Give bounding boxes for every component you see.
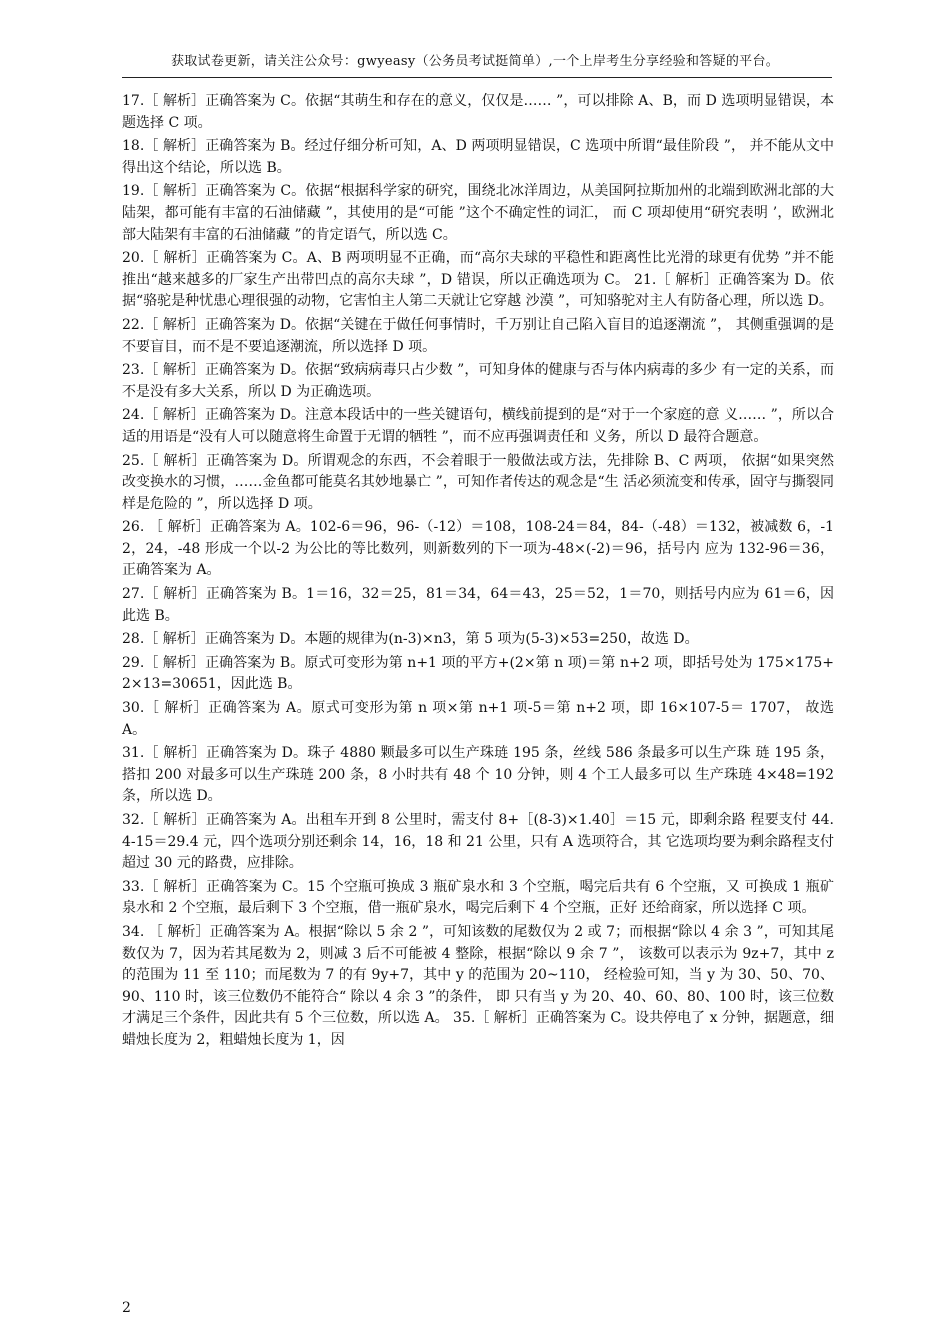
explanation-paragraph: 22.［ 解析］正确答案为 D。依据“关键在于做任何事情时，千万别让自己陷入盲目的追逐潮流 ”， 其侧重强调的是不要盲目，而不是不要追逐潮流，所以选择 D 项。	[122, 316, 834, 355]
explanation-paragraph: 18.［ 解析］正确答案为 B。经过仔细分析可知，A、D 两项明显错误，C 选项中所谓“最佳阶段 ”， 并不能从文中得出这个结论，所以选 B。	[122, 138, 834, 176]
explanation-paragraph: 30.［ 解析］正确答案为 A。原式可变形为第 n 项×第 n+1 项-5＝第 n+2 项，即 16×107-5＝ 1707， 故选 A。	[122, 700, 834, 738]
explanation-paragraph: 28.［ 解析］正确答案为 D。本题的规律为(n-3)×n3，第 5 项为(5-3)×53=250，故选 D。	[122, 631, 699, 648]
page-header: 获取试卷更新，请关注公众号：gwyeasy（公务员考试挺简单）,一个上岸考生分享经验和答疑的平台。	[170, 54, 780, 69]
explanation-paragraph: 31.［ 解析］正确答案为 D。珠子 4880 颗最多可以生产珠琏 195 条，丝线 586 条最多可以生产珠 琏 195 条，搭扣 200 对最多可以生产珠琏 200 条，8 小时共有 48 个 10 分钟，则 4 个工人最多可以 生产珠琏 4×48=192 条，所以选 D。	[122, 745, 834, 805]
explanation-paragraph: 26. ［ 解析］正确答案为 A。102-6＝96，96-（-12）＝108，108-24＝84，84-（-48）＝132，被减数 6，-12，24，-48 形成一个以-2 为公比的等比数列，则新数列的下一项为-48×(-2)＝96，括号内 应为 132-96＝36，正确答案为 A。	[122, 519, 834, 579]
header-divider	[122, 77, 832, 78]
explanation-paragraph: 32.［ 解析］正确答案为 A。出租车开到 8 公里时，需支付 8+［(8-3)×1.40］＝15 元，即剩余路 程要支付 44.4-15＝29.4 元，四个选项分别还剩余 14，16，18 和 21 公里，只有 A 选项符合，其 它选项均要为剩余路程支付超过 30 元的路费，应排除。	[122, 812, 834, 872]
explanation-paragraph: 29.［ 解析］正确答案为 B。原式可变形为第 n+1 项的平方+(2×第 n 项)＝第 n+2 项，即括号处为 175×175+2×13=30651，因此选 B。	[122, 654, 834, 693]
explanation-paragraph: 20.［ 解析］正确答案为 C。A、B 两项明显不正确，而“高尔夫球的平稳性和距离性比光滑的球更有优势 ”并不能推出“越来越多的厂家生产出带凹点的高尔夫球 ”，D 错误，所以正确选项为 C。 21.［ 解析］正确答案为 D。依据“骆驼是种忧患心理很强的动物，它害怕主人第二天就让它穿越 沙漠 ”，可知骆驼对主人有防备心理，所以选 D。	[122, 250, 834, 310]
page-number: 2	[122, 1300, 131, 1316]
explanation-paragraph: 24.［ 解析］正确答案为 D。注意本段话中的一些关键语句，横线前提到的是“对于一个家庭的意 义…… ”，所以合适的用语是“没有人可以随意将生命置于无谓的牺牲 ”，而不应再强调责任和 义务，所以 D 最符合题意。	[122, 407, 834, 445]
explanation-paragraph: 25.［ 解析］正确答案为 D。所谓观念的东西，不会着眼于一般做法或方法，先排除 B、C 两项， 依据“如果突然改变换水的习惯，……金鱼都可能莫名其妙地暴亡 ”，可知作者传达的观念是“生 活必须流变和传承，固守与撕裂同样是危险的 ”，所以选择 D 项。	[122, 452, 834, 512]
explanation-paragraph: 19.［ 解析］正确答案为 C。依据“根据科学家的研究，围绕北冰洋周边，从美国阿拉斯加州的北端到欧洲北部的大陆架，都可能有丰富的石油储藏 ”，其使用的是“可能 ”这个不确定性的词汇， 而 C 项却使用“研究表明 ’，欧洲北部大陆架有丰富的石油储藏 ”的肯定语气，所以选 C。	[122, 183, 834, 243]
explanation-paragraph: 23.［ 解析］正确答案为 D。依据“致病病毒只占少数 ”，可知身体的健康与否与体内病毒的多少 有一定的关系，而不是没有多大关系，所以 D 为正确选项。	[122, 362, 834, 400]
explanation-paragraph: 27.［ 解析］正确答案为 B。1＝16，32＝25，81＝34，64＝43，25＝52，1＝70，则括号内应为 61＝6，因此选 B。	[122, 586, 834, 624]
answer-explanations	[122, 91, 834, 1054]
explanation-paragraph: 17.［ 解析］正确答案为 C。依据“其萌生和存在的意义，仅仅是…… ”，可以排除 A、B，而 D 选项明显错误，本题选择 C 项。	[122, 93, 834, 131]
explanation-paragraph: 33.［ 解析］正确答案为 C。15 个空瓶可换成 3 瓶矿泉水和 3 个空瓶，喝完后共有 6 个空瓶，又 可换成 1 瓶矿泉水和 2 个空瓶，最后剩下 3 个空瓶，借一瓶矿泉水，喝完后剩下 4 个空瓶，正好 还给商家，所以选择 C 项。	[122, 878, 834, 917]
explanation-paragraph: 34. ［ 解析］正确答案为 A。根据“除以 5 余 2 ”，可知该数的尾数仅为 2 或 7；而根据“除以 4 余 3 ”，可知其尾数仅为 7，因为若其尾数为 2，则减 3 后不可能被 4 整除，根据“除以 9 余 7 ”， 该数可以表示为 9z+7，其中 z 的范围为 11 至 110；而尾数为 7 的有 9y+7，其中 y 的范围为 20~110， 经检验可知，当 y 为 30、50、70、90、110 时，该三位数仍不能符合“ 除以 4 余 3 ”的条件， 即 只有当 y 为 20、40、60、80、100 时，该三位数才满足三个条件，因此共有 5 个三位数，所以选 A。 35.［ 解析］正确答案为 C。设共停电了 x 分钟，据题意，细蜡烛长度为 2，粗蜡烛长度为 1，因	[122, 923, 834, 1048]
